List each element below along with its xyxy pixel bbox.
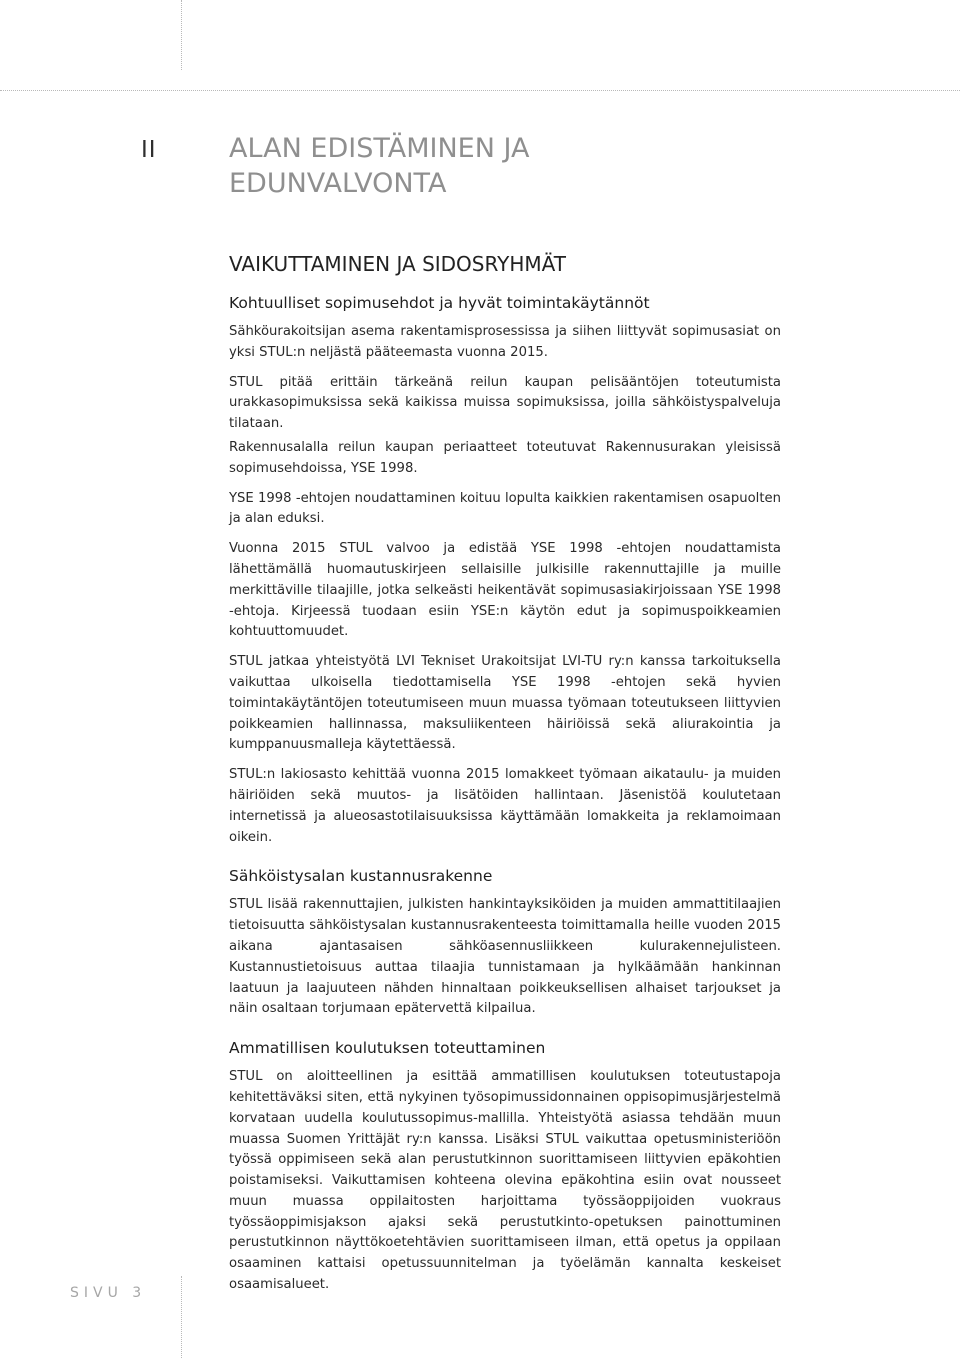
chapter-title: ALAN EDISTÄMINEN JA EDUNVALVONTA [229,133,530,199]
chapter-number: II [141,137,157,163]
paragraph: STUL pitää erittäin tärkeänä reilun kaupan pelisääntöjen toteutumista urakkasopimuksissa sekä kaikissa muissa sopimuksissa, joilla sähköistyspalveluja tilataan. [229,374,781,432]
paragraph: Rakennusalalla reilun kaupan periaatteet toteutuvat Rakennusurakan yleisissä sopimusehdoissa, YSE 1998. [229,439,781,476]
header-dotted-rule [0,90,960,91]
footer-dotted-rule [181,1276,182,1358]
section-title: VAIKUTTAMINEN JA SIDOSRYHMÄT [229,252,566,276]
paragraph: STUL jatkaa yhteistyötä LVI Tekniset Urakoitsijat LVI-TU ry:n kanssa tarkoituksella vaikuttaa ulkoisella tiedottamisella YSE 1998 -ehtojen sekä hyvien toimintakäytäntöjen toteutumiseen muun muassa työmaan toteutukseen liittyvien poikkeamien hallinnassa, maksuliikenteen häiriöissä sekä aliurakointia ja kumppanuusmalleja käytettäessä. [229,654,781,753]
paragraph: Sähköurakoitsijan asema rakentamisprosessissa ja siihen liittyvät sopimusasiat on yksi STUL:n neljästä pääteemasta vuonna 2015. [229,324,781,360]
top-dotted-rule [181,0,182,70]
subsection-heading: Kohtuulliset sopimusehdot ja hyvät toimintakäytännöt [229,294,650,312]
paragraph: STUL lisää rakennuttajien, julkisten hankintayksiköiden ja muiden ammattitilaajien tietoisuutta sähköistysalan kustannusrakenteesta toimittamalla heille vuoden 2015 aikana ajantasaisen sähköasennusliikkeen kulurakennejulisteen. Kustannustietoisuus auttaa tilaajia tunnistamaan ja hylkäämään hankinnan laatuun ja laajuuteen nähden hinnaltaan poikkeuksellisen alhaiset tarjoukset ja näin osaltaan torjumaan epätervettä kilpailua. [229,897,781,1017]
subsection-heading: Sähköistysalan kustannusrakenne [229,867,493,886]
subsection-heading: Ammatillisen koulutuksen toteuttaminen [229,1039,546,1058]
paragraph: STUL on aloitteellinen ja esittää ammatillisen koulutuksen toteutustapoja kehitettäväksi siten, että nykyinen työsopimussidonnainen oppisopimusjärjestelmä korvataan uudella koulutussopimus-mallilla. Yhteistyötä asiassa tehdään muun muassa Suomen Yrittäjät ry:n kanssa. Lisäksi STUL vaikuttaa opetusministeriöön työssä oppimiseen sekä alan perustutkinnon suorittamiseen liittyvien epäkohtien poistamiseksi. Vaikuttamisen kohteena olevina epäkohtina esiin ovat nousseet muun muassa oppilaitosten harjoittama työssäoppijoiden vuokraus työssäoppimisjakson ajaksi sekä perustutkinto-opetuksen painottuminen perustutkinnon näyttökoetehtävien suorittamiseen ilman, että opetus ja oppilaan osaaminen kattaisi opetussuunnitelman ja työelämän kannalta keskeiset osaamisalueet. [229,1069,781,1293]
paragraph: YSE 1998 -ehtojen noudattaminen koituu lopulta kaikkien rakentamisen osapuolten ja alan eduksi. [229,490,781,527]
page-number: SIVU 3 [70,1285,147,1301]
paragraph: Vuonna 2015 STUL valvoo ja edistää YSE 1998 -ehtojen noudattamista lähettämällä huomautuskirjeen sellaisille julkisille rakennuttajille ja muille merkittäville tilaajille, jotka selkeästi heikentävät sopimusasiakirjoissaan YSE 1998 -ehtoja. Kirjeessä tuodaan esiin YSE:n käytön edut ja sopimuspoikkeamien kohtuuttomuudet. [229,541,781,640]
paragraph: STUL:n lakiosasto kehittää vuonna 2015 lomakkeet työmaan aikataulu- ja muiden häiriöiden sekä muutos- ja lisätöiden hallintaan. Jäsenistöä koulutetaan internetissä ja alueosastotilaisuuksissa käyttämään lomakkeita ja reklamoimaan oikein. [229,767,781,845]
main-content [229,251,781,1305]
